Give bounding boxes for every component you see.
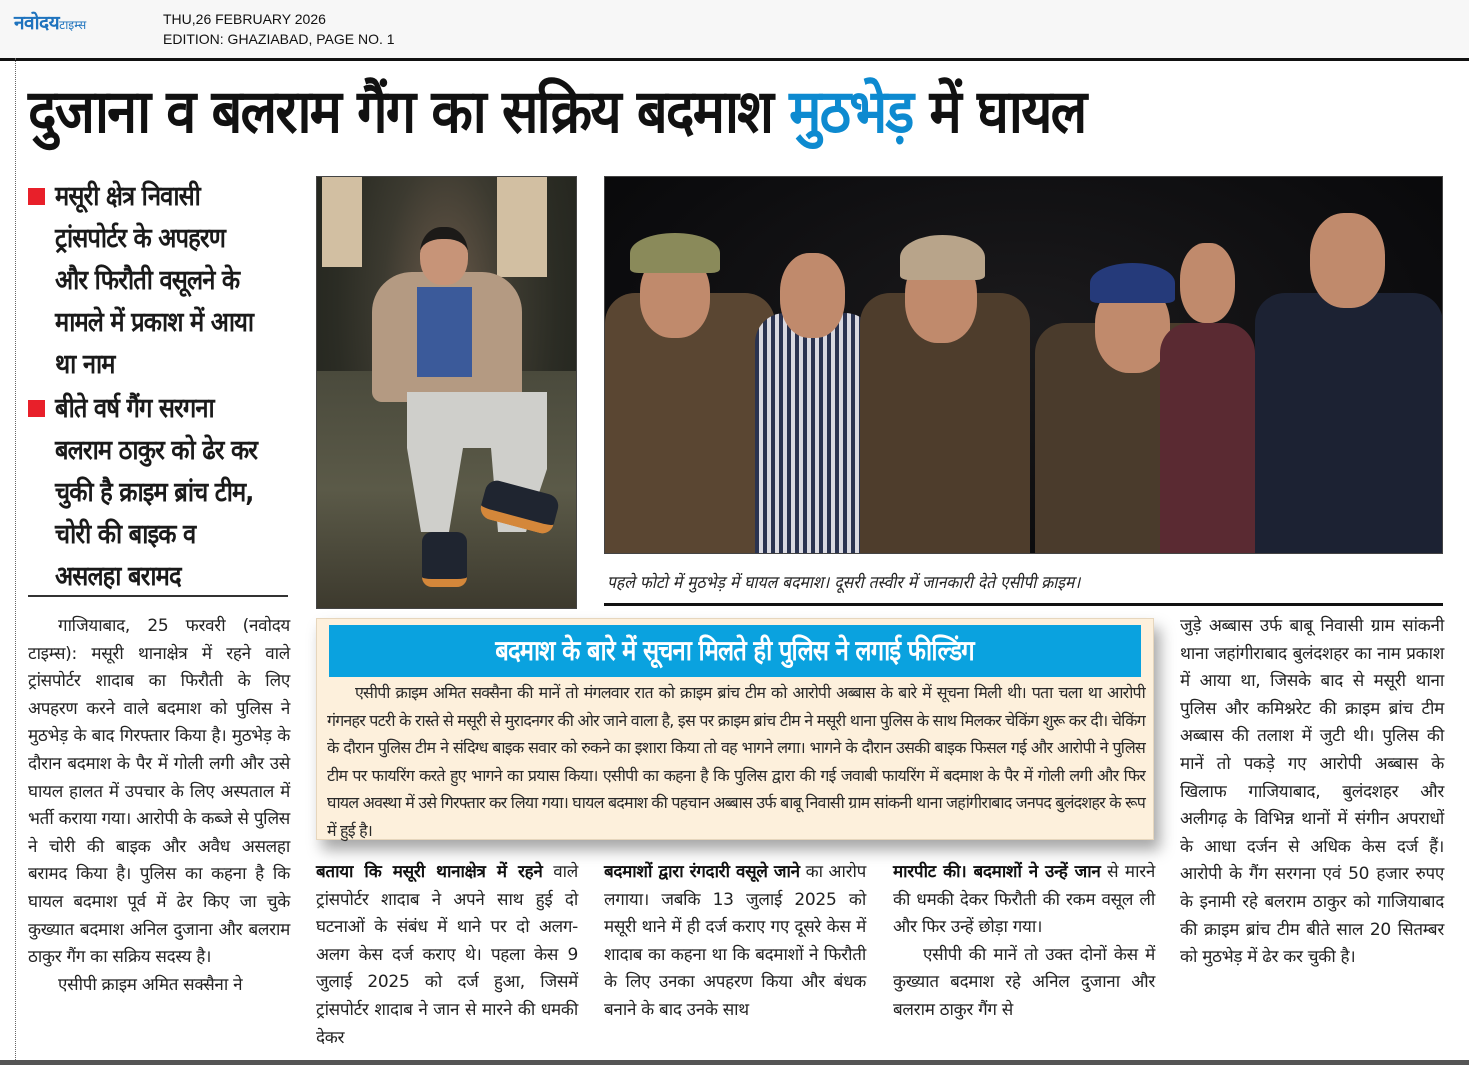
info-box bbox=[316, 618, 1154, 840]
info-box-title: बदमाश के बारे में सूचना मिलते ही पुलिस ने लगाई फील्डिंग bbox=[329, 625, 1141, 677]
lead-in-text: मारपीट की। बदमाशों ने उन्हें जान bbox=[893, 862, 1101, 882]
headline-part1: दुजाना व बलराम गैंग का सक्रिय बदमाश bbox=[28, 77, 790, 147]
article-paragraph: एसीपी की मानें तो उक्त दोनों केस में कुख्यात बदमाश रहे अनिल दुजाना और बलराम ठाकुर गैंग से bbox=[893, 944, 1155, 1020]
article-column-bottom-2 bbox=[604, 859, 866, 1025]
article-paragraph: जुड़े अब्बास उर्फ बाबू निवासी ग्राम सांकनी थाना जहांगीराबाद बुलंदशहर का नाम प्रकाश में आया था, जिसके बाद से मसूरी थाना पुलिस और कमिश्नरेट की क्राइम ब्रांच टीम अब्बास की तलाश में जुटी थी। पुलिस की मानें तो पकड़े गए आरोपी अब्बास के खिलाफ गाजियाबाद, बुलंदशहर और अलीगढ़ के विभिन्न थानों में संगीन अपराधों के आधा दर्जन से अधिक केस दर्ज हैं। आरोपी के गैंग सरगना एवं 50 हजार रुपए के इनामी रहे बलराम ठाकुर को गाजियाबाद की क्राइम ब्रांच टीम बीते साल 20 सितम्बर को मुठभेड़ में ढेर कर चुकी है। bbox=[1180, 616, 1444, 968]
lead-in-text: बदमाशों द्वारा रंगदारी वसूले जाने bbox=[604, 862, 800, 882]
highlight-item bbox=[28, 388, 293, 598]
photo-injured-criminal[interactable] bbox=[316, 176, 577, 609]
photo-police-officers[interactable] bbox=[604, 176, 1443, 554]
article-column-bottom-3 bbox=[893, 859, 1155, 1025]
highlights bbox=[28, 176, 293, 600]
column-divider bbox=[15, 58, 16, 1065]
newspaper-logo[interactable] bbox=[14, 9, 86, 35]
article-paragraph: गाजियाबाद, 25 फरवरी (नवोदय टाइम्स): मसूरी थानाक्षेत्र में रहने वाले ट्रांसपोर्टर शादाब का फिरौती के लिए अपहरण करने वाले बदमाश को पुलिस ने मुठभेड़ के बाद गिरफ्तार किया है। मुठभेड़ के दौरान बदमाश के पैर में गोली लगी और उसे घायल हालत में उपचार के लिए अस्पताल में भर्ती कराया गया। आरोपी के कब्जे से पुलिस ने चोरी की बाइक और अवैध असलहा बरामद किया है। पुलिस का कहना है कि घायल बदमाश पूर्व में ढेर किए जा चुके कुख्यात बदमाश अनिल दुजाना और बलराम ठाकुर गैंग का सक्रिय सदस्य है। bbox=[28, 616, 290, 968]
edition-info bbox=[163, 9, 395, 49]
highlight-text: मसूरी क्षेत्र निवासी ट्रांसपोर्टर के अपहरण और फिरौती वसूलने के मामले में प्रकाश में आया था नाम bbox=[55, 181, 254, 380]
highlights-divider bbox=[28, 595, 288, 597]
caption-divider bbox=[604, 603, 1443, 606]
info-box-body: एसीपी क्राइम अमित सक्सैना की मानें तो मंगलवार रात को क्राइम ब्रांच टीम को आरोपी अब्बास के बारे में सूचना मिली थी। पता चला था आरोपी गंगनहर पटरी के रास्ते से मसूरी से मुरादनगर की ओर जाने वाला है, इस पर क्राइम ब्रांच टीम ने मसूरी थाना पुलिस के साथ मिलकर चेकिंग शुरू कर दी। चेकिंग के दौरान पुलिस टीम ने संदिग्ध बाइक सवार को रुकने का इशारा किया तो वह भागने लगा। भागने के दौरान उसकी बाइक फिसल गई और आरोपी ने पुलिस टीम पर फायरिंग करते हुए भागने का प्रयास किया। एसीपी का कहना है कि पुलिस द्वारा की गई जवाबी फायरिंग में बदमाश के पैर में गोली लगी और फिर घायल अवस्था में उसे गिरफ्तार कर लिया गया। घायल बदमाश की पहचान अब्बास उर्फ बाबू निवासी ग्राम सांकनी थाना जहांगीराबाद जनपद बुलंदशहर के रूप में हुई है। bbox=[327, 683, 1145, 840]
highlight-item bbox=[28, 176, 293, 386]
newspaper-page bbox=[0, 58, 1469, 1065]
square-bullet-icon bbox=[28, 188, 45, 205]
article-paragraph: बताया कि मसूरी थानाक्षेत्र में रहने वाले ट्रांसपोर्टर शादाब ने अपने साथ हुई दो घटनाओं के संबंध में थाने पर दो अलग-अलग केस दर्ज कराए थे। पहला केस 9 जुलाई 2025 को दर्ज हुआ, जिसमें ट्रांसपोर्टर शादाब ने जान से मारने की धमकी देकर bbox=[316, 862, 579, 1048]
top-rule bbox=[0, 58, 1469, 61]
bottom-rule bbox=[0, 1060, 1469, 1065]
headline-accent: मुठभेड़ bbox=[789, 77, 913, 147]
headline-part2: में घायल bbox=[912, 77, 1086, 147]
date-line: THU,26 FEBRUARY 2026 bbox=[163, 11, 326, 27]
article-column-bottom-1 bbox=[316, 859, 578, 1052]
logo-main-text: नवोदय bbox=[14, 12, 60, 34]
headline bbox=[28, 74, 1085, 150]
edition-line: EDITION: GHAZIABAD, PAGE NO. 1 bbox=[163, 31, 395, 47]
highlight-text: बीते वर्ष गैंग सरगना बलराम ठाकुर को ढेर कर चुकी है क्राइम ब्रांच टीम, चोरी की बाइक व असलहा बरामद bbox=[55, 393, 258, 592]
article-column-right bbox=[1180, 613, 1444, 972]
article-paragraph: मारपीट की। बदमाशों ने उन्हें जान से मारने की धमकी देकर फिरौती की रकम वसूल ली और फिर उन्हें छोड़ा गया। bbox=[893, 862, 1155, 938]
article-paragraph: एसीपी क्राइम अमित सक्सैना ने bbox=[58, 974, 243, 995]
article-paragraph: बदमाशों द्वारा रंगदारी वसूले जाने का आरोप लगाया। जबकि 13 जुलाई 2025 को मसूरी थाने में ही दर्ज कराए गए दूसरे केस में शादाब का कहना था कि बदमाशों ने फिरौती के लिए उनका अपहरण किया और बंधक बनाने के बाद उनके साथ bbox=[604, 862, 866, 1020]
edition-header bbox=[0, 0, 1469, 58]
square-bullet-icon bbox=[28, 400, 45, 417]
photo-caption: पहले फोटो में मुठभेड़ में घायल बदमाश। दूसरी तस्वीर में जानकारी देते एसीपी क्राइम। bbox=[607, 573, 1081, 593]
article-column-left bbox=[28, 613, 290, 999]
lead-in-text: बताया कि मसूरी थानाक्षेत्र में रहने bbox=[316, 862, 543, 882]
logo-sub-text: टाइम्स bbox=[59, 18, 87, 32]
